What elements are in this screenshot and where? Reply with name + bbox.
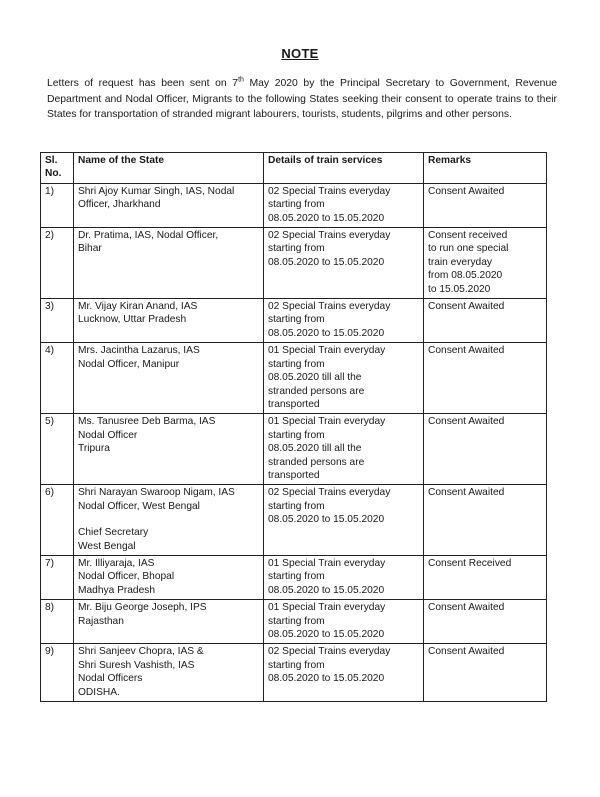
cell-state: Shri Ajoy Kumar Singh, IAS, Nodal Officer, Jharkhand — [74, 183, 264, 227]
table-row — [41, 343, 547, 414]
cell-sl: 1) — [41, 183, 74, 227]
cell-state: Mr. Illiyaraja, IAS Nodal Officer, Bhopal Madhya Pradesh — [74, 555, 264, 599]
cell-sl: 5) — [41, 414, 74, 485]
cell-state: Shri Sanjeev Chopra, IAS & Shri Suresh Vashisth, IAS Nodal Officers ODISHA. — [74, 644, 264, 702]
cell-details: 02 Special Trains everyday starting from 08.05.2020 to 15.05.2020 — [264, 299, 424, 343]
cell-details: 01 Special Train everyday starting from 08.05.2020 till all the stranded persons are transported — [264, 414, 424, 485]
cell-sl: 2) — [41, 228, 74, 299]
cell-remarks: Consent Awaited — [424, 644, 547, 702]
cell-state: Mr. Biju George Joseph, IPS Rajasthan — [74, 600, 264, 644]
cell-details: 02 Special Trains everyday starting from 08.05.2020 to 15.05.2020 — [264, 485, 424, 556]
cell-sl: 6) — [41, 485, 74, 556]
cell-state: Ms. Tanusree Deb Barma, IAS Nodal Officer Tripura — [74, 414, 264, 485]
intro-paragraph — [47, 76, 557, 123]
cell-remarks: Consent Awaited — [424, 414, 547, 485]
cell-details: 01 Special Train everyday starting from 08.05.2020 to 15.05.2020 — [264, 600, 424, 644]
table-row — [41, 228, 547, 299]
intro-text-start: Letters of request has been sent on 7 — [47, 78, 239, 89]
cell-remarks: Consent Awaited — [424, 485, 547, 556]
header-sl-no: Sl. No. — [41, 153, 74, 184]
cell-remarks: Consent Awaited — [424, 343, 547, 414]
cell-details: 02 Special Trains everyday starting from 08.05.2020 to 15.05.2020 — [264, 183, 424, 227]
cell-sl: 3) — [41, 299, 74, 343]
intro-text-end: May 2020 by the Principal Secretary to Government, Revenue Department and Nodal Officer, Migrants to the following States seeking their consent to operate trains to their States for transportation of stranded migrant labourers, tourists, students, pilgrims and other persons. — [47, 78, 558, 120]
table-row — [41, 414, 547, 485]
cell-state-nodal: Shri Narayan Swaroop Nigam, IAS Nodal Officer, West Bengal — [78, 487, 235, 512]
table-row — [41, 555, 547, 599]
table-row — [41, 600, 547, 644]
table-row — [41, 644, 547, 702]
cell-state: Mrs. Jacintha Lazarus, IAS Nodal Officer, Manipur — [74, 343, 264, 414]
cell-remarks: Consent Awaited — [424, 299, 547, 343]
cell-state: Dr. Pratima, IAS, Nodal Officer, Bihar — [74, 228, 264, 299]
cell-details: 02 Special Trains everyday starting from 08.05.2020 to 15.05.2020 — [264, 644, 424, 702]
header-details: Details of train services — [264, 153, 424, 184]
cell-details: 02 Special Trains everyday starting from 08.05.2020 to 15.05.2020 — [264, 228, 424, 299]
table-row — [41, 299, 547, 343]
cell-remarks: Consent Received — [424, 555, 547, 599]
train-services-table — [40, 152, 547, 702]
cell-state: Mr. Vijay Kiran Anand, IAS Lucknow, Uttar Pradesh — [74, 299, 264, 343]
cell-sl: 9) — [41, 644, 74, 702]
cell-state — [74, 485, 264, 556]
cell-remarks: Consent received to run one special train everyday from 08.05.2020 to 15.05.2020 — [424, 228, 547, 299]
cell-details: 01 Special Train everyday starting from 08.05.2020 to 15.05.2020 — [264, 555, 424, 599]
intro-superscript: th — [238, 76, 244, 84]
cell-remarks: Consent Awaited — [424, 183, 547, 227]
header-state: Name of the State — [74, 153, 264, 184]
table-header-row — [41, 153, 547, 184]
cell-remarks: Consent Awaited — [424, 600, 547, 644]
cell-state-chief-secretary: Chief Secretary West Bengal — [78, 527, 149, 552]
cell-sl: 7) — [41, 555, 74, 599]
table-row — [41, 183, 547, 227]
cell-sl: 4) — [41, 343, 74, 414]
cell-details: 01 Special Train everyday starting from 08.05.2020 till all the stranded persons are transported — [264, 343, 424, 414]
header-remarks: Remarks — [424, 153, 547, 184]
cell-sl: 8) — [41, 600, 74, 644]
page-title: NOTE — [281, 46, 319, 61]
table-row — [41, 485, 547, 556]
